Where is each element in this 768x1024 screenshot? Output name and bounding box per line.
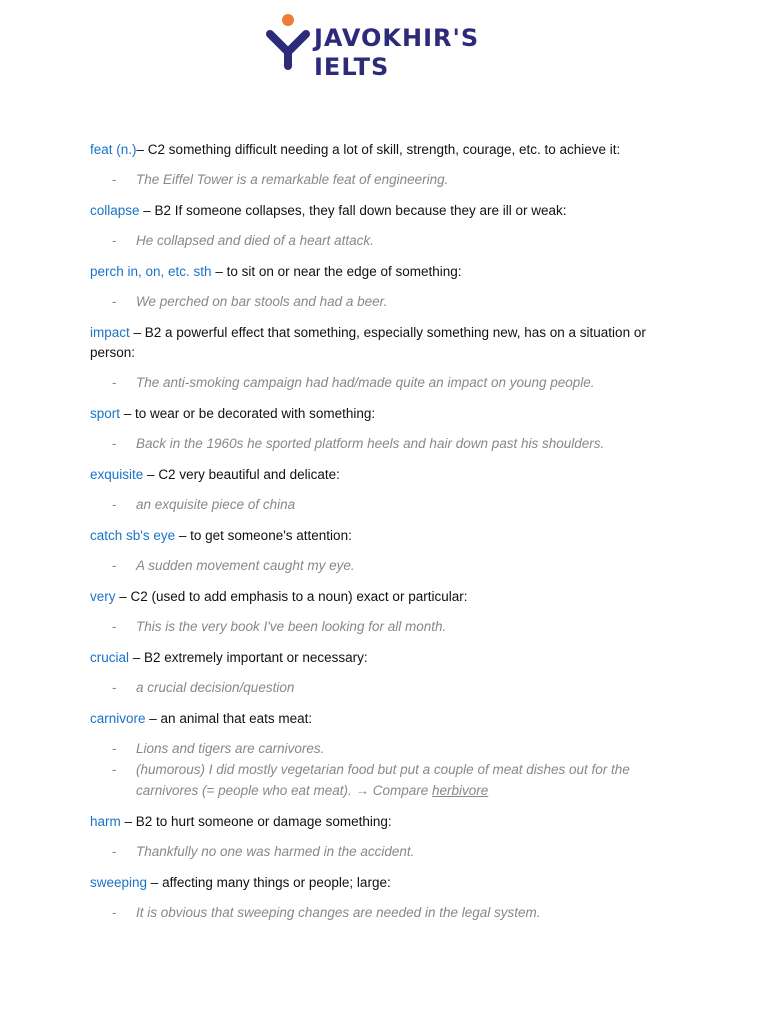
entry-definition-text: B2 If someone collapses, they fall down because they are ill or weak: [154,203,567,218]
entry-term: perch in, on, etc. sth [90,264,212,279]
example-list [90,677,680,698]
entry-term: very [90,589,116,604]
example-item: - (humorous) I did mostly vegetarian food but put a couple of meat dishes out for the carnivores (= people who eat meat). → Compare herbivore [112,762,630,798]
example-list [90,230,680,251]
example-text: The anti-smoking campaign had had/made quite an impact on young people. [136,375,595,390]
entry-definition [90,140,680,160]
entry-definition [90,465,680,485]
entry-exquisite [90,465,680,515]
example-text: Back in the 1960s he sported platform heels and hair down past his shoulders. [136,436,605,451]
entry-definition-text: to wear or be decorated with something: [135,406,376,421]
entry-sport [90,404,680,454]
example-list [90,291,680,312]
entry-definition-text: an animal that eats meat: [160,711,313,726]
example-text: Lions and tigers are carnivores. [136,741,325,756]
entry-term: sport [90,406,121,421]
entry-separator: – [136,142,148,157]
vocabulary-list [90,140,680,934]
example-text: a crucial decision/question [136,680,295,695]
example-item: - It is obvious that sweeping changes are needed in the legal system. [112,905,541,920]
entry-definition-text: to get someone's attention: [190,528,352,543]
entry-term: collapse [90,203,140,218]
entry-definition [90,873,680,893]
entry-impact [90,323,680,393]
entry-separator: – [120,406,136,421]
example-list [90,372,680,393]
entry-term: catch sb's eye [90,528,176,543]
entry-separator: – [129,650,145,665]
entry-separator: – [147,875,163,890]
example-text: an exquisite piece of china [136,497,296,512]
entry-definition [90,709,680,729]
entry-definition [90,526,680,546]
entry-definition-text: B2 extremely important or necessary: [144,650,368,665]
example-list [90,169,680,190]
entry-definition-text: to sit on or near the edge of something: [226,264,462,279]
example-list [90,494,680,515]
example-item: - This is the very book I've been looking for all month. [112,619,447,634]
entry-term: exquisite [90,467,144,482]
entry-carnivore [90,709,680,801]
entry-perch [90,262,680,312]
entry-catch-sbs-eye [90,526,680,576]
entry-definition [90,587,680,607]
entry-definition [90,648,680,668]
example-item: - Lions and tigers are carnivores. [112,741,325,756]
entry-definition-text: C2 something difficult needing a lot of skill, strength, courage, etc. to achieve it: [147,142,621,157]
entry-definition [90,262,680,282]
entry-definition-text: B2 to hurt someone or damage something: [135,814,392,829]
example-item: - Back in the 1960s he sported platform heels and hair down past his shoulders. [112,436,605,451]
entry-definition-text: affecting many things or people; large: [162,875,391,890]
example-item: - A sudden movement caught my eye. [112,558,355,573]
example-text: It is obvious that sweeping changes are needed in the legal system. [136,905,541,920]
entry-harm [90,812,680,862]
entry-definition [90,323,680,363]
entry-term: impact [90,325,130,340]
entry-separator: – [145,711,161,726]
entry-separator: – [175,528,191,543]
entry-collapse [90,201,680,251]
entry-crucial [90,648,680,698]
entry-separator: – [211,264,227,279]
example-text: The Eiffel Tower is a remarkable feat of engineering. [136,172,449,187]
entry-term: carnivore [90,711,146,726]
example-item: - The Eiffel Tower is a remarkable feat of engineering. [112,172,449,187]
entry-term: sweeping [90,875,148,890]
example-text: He collapsed and died of a heart attack. [136,233,374,248]
example-item: - an exquisite piece of china [112,497,296,512]
entry-separator: – [143,467,159,482]
entry-definition [90,201,680,221]
herbivore-link[interactable]: herbivore [432,783,489,798]
entry-feat [90,140,680,190]
example-item: - a crucial decision/question [112,680,295,695]
entry-separator: – [120,814,136,829]
logo-line2: IELTS [314,53,390,81]
example-list [90,902,680,923]
entry-separator: – [129,325,145,340]
example-item: - He collapsed and died of a heart attack. [112,233,374,248]
example-list [90,555,680,576]
entry-definition-text: C2 very beautiful and delicate: [158,467,340,482]
entry-term: crucial [90,650,130,665]
example-item: - Thankfully no one was harmed in the accident. [112,844,415,859]
entry-definition [90,812,680,832]
example-item: - The anti-smoking campaign had had/made quite an impact on young people. [112,375,595,390]
example-text: Thankfully no one was harmed in the accident. [136,844,415,859]
entry-term: harm [90,814,121,829]
example-item: - We perched on bar stools and had a beer. [112,294,388,309]
entry-separator: – [139,203,155,218]
entry-sweeping [90,873,680,923]
example-list [90,738,680,801]
entry-separator: – [115,589,131,604]
example-text: A sudden movement caught my eye. [136,558,355,573]
entry-definition-text: C2 (used to add emphasis to a noun) exact or particular: [130,589,468,604]
example-text: (humorous) I did mostly vegetarian food but put a couple of meat dishes out for the carnivores (= people who eat meat). → Compare [136,762,630,798]
logo-mark-icon [264,14,314,72]
entry-definition [90,404,680,424]
example-text: This is the very book I've been looking for all month. [136,619,447,634]
entry-definition-text: B2 a powerful effect that something, especially something new, has on a situation or person: [90,325,646,360]
entry-term: feat (n.) [90,142,137,157]
logo-line1: JAVOKHIR'S [314,24,480,52]
example-list [90,841,680,862]
entry-very [90,587,680,637]
example-list [90,433,680,454]
example-list [90,616,680,637]
logo [264,14,504,81]
example-text: We perched on bar stools and had a beer. [136,294,388,309]
